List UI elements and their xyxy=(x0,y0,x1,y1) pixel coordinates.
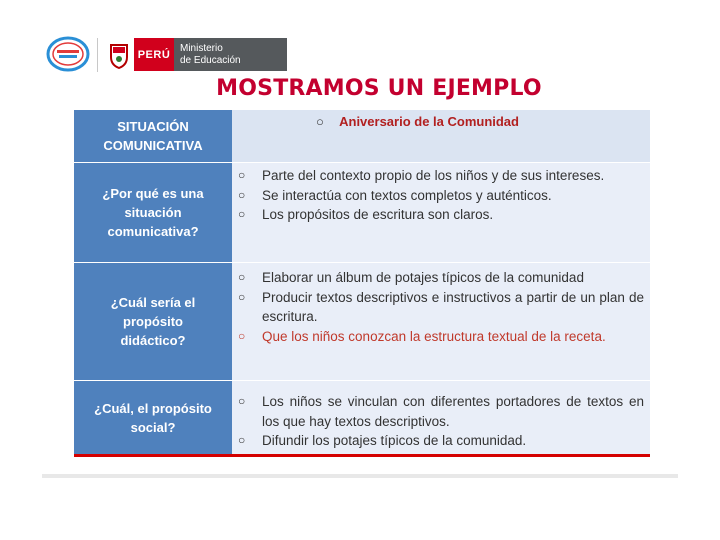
bullet-icon: ○ xyxy=(238,207,246,221)
bullet-icon: ○ xyxy=(238,328,246,343)
bullet-icon: ○ xyxy=(238,168,246,182)
bullet-icon: ○ xyxy=(238,433,246,447)
ministry-line-2: de Educación xyxy=(180,54,241,66)
list-item: ○ Los propósitos de escritura son claros. xyxy=(238,205,644,225)
didactic-bullets xyxy=(238,268,644,346)
footer-bar xyxy=(42,474,678,478)
peru-shield-icon xyxy=(104,38,134,71)
row-label-situation: SITUACIÓN COMUNICATIVA xyxy=(103,119,203,153)
social-bullets xyxy=(238,392,644,451)
list-item: ○ Se interactúa con textos completos y auténticos. xyxy=(238,186,644,206)
situation-value xyxy=(316,114,519,129)
bullet-icon: ○ xyxy=(238,187,246,202)
list-item: ○ Difundir los potajes típicos de la comunidad. xyxy=(238,431,644,451)
why-bullets xyxy=(238,166,644,225)
row-label-why: ¿Por qué es una situación comunicativa? xyxy=(102,185,204,239)
ministry-logo xyxy=(104,38,287,71)
row-label-social: ¿Cuál, el propósito social? xyxy=(94,400,212,435)
bullet-icon: ○ xyxy=(238,394,246,408)
list-item: ○ Elaborar un álbum de potajes típicos de la comunidad xyxy=(238,268,644,288)
content-table xyxy=(74,110,650,455)
list-item: ○ Producir textos descriptivos e instructivos a partir de un plan de escritura. xyxy=(238,289,644,324)
bullet-icon: ○ xyxy=(316,114,324,129)
list-item: ○ Que los niños conozcan la estructura textual de la receta. xyxy=(238,327,644,347)
logo-separator xyxy=(97,38,98,72)
campaign-logo xyxy=(44,36,92,72)
ministry-label xyxy=(174,38,287,71)
accent-line xyxy=(74,454,650,457)
situation-cell xyxy=(232,110,650,162)
row-divider xyxy=(74,162,650,163)
row-label-didactic: ¿Cuál sería el propósito didáctico? xyxy=(110,294,196,348)
slide-title: MOSTRAMOS UN EJEMPLO xyxy=(216,76,542,101)
situation-title: Aniversario de la Comunidad xyxy=(339,114,519,129)
list-item: ○ Parte del contexto propio de los niños y de sus intereses. xyxy=(238,166,644,186)
peru-label: PERÚ xyxy=(134,38,174,71)
list-item: ○ Los niños se vinculan con diferentes portadores de textos en los que hay textos descriptivos. xyxy=(238,394,644,429)
ministry-line-1: Ministerio xyxy=(180,42,223,54)
bullet-icon: ○ xyxy=(238,289,246,304)
bullet-icon: ○ xyxy=(238,270,246,284)
row-divider xyxy=(74,262,650,263)
row-divider xyxy=(74,380,650,381)
